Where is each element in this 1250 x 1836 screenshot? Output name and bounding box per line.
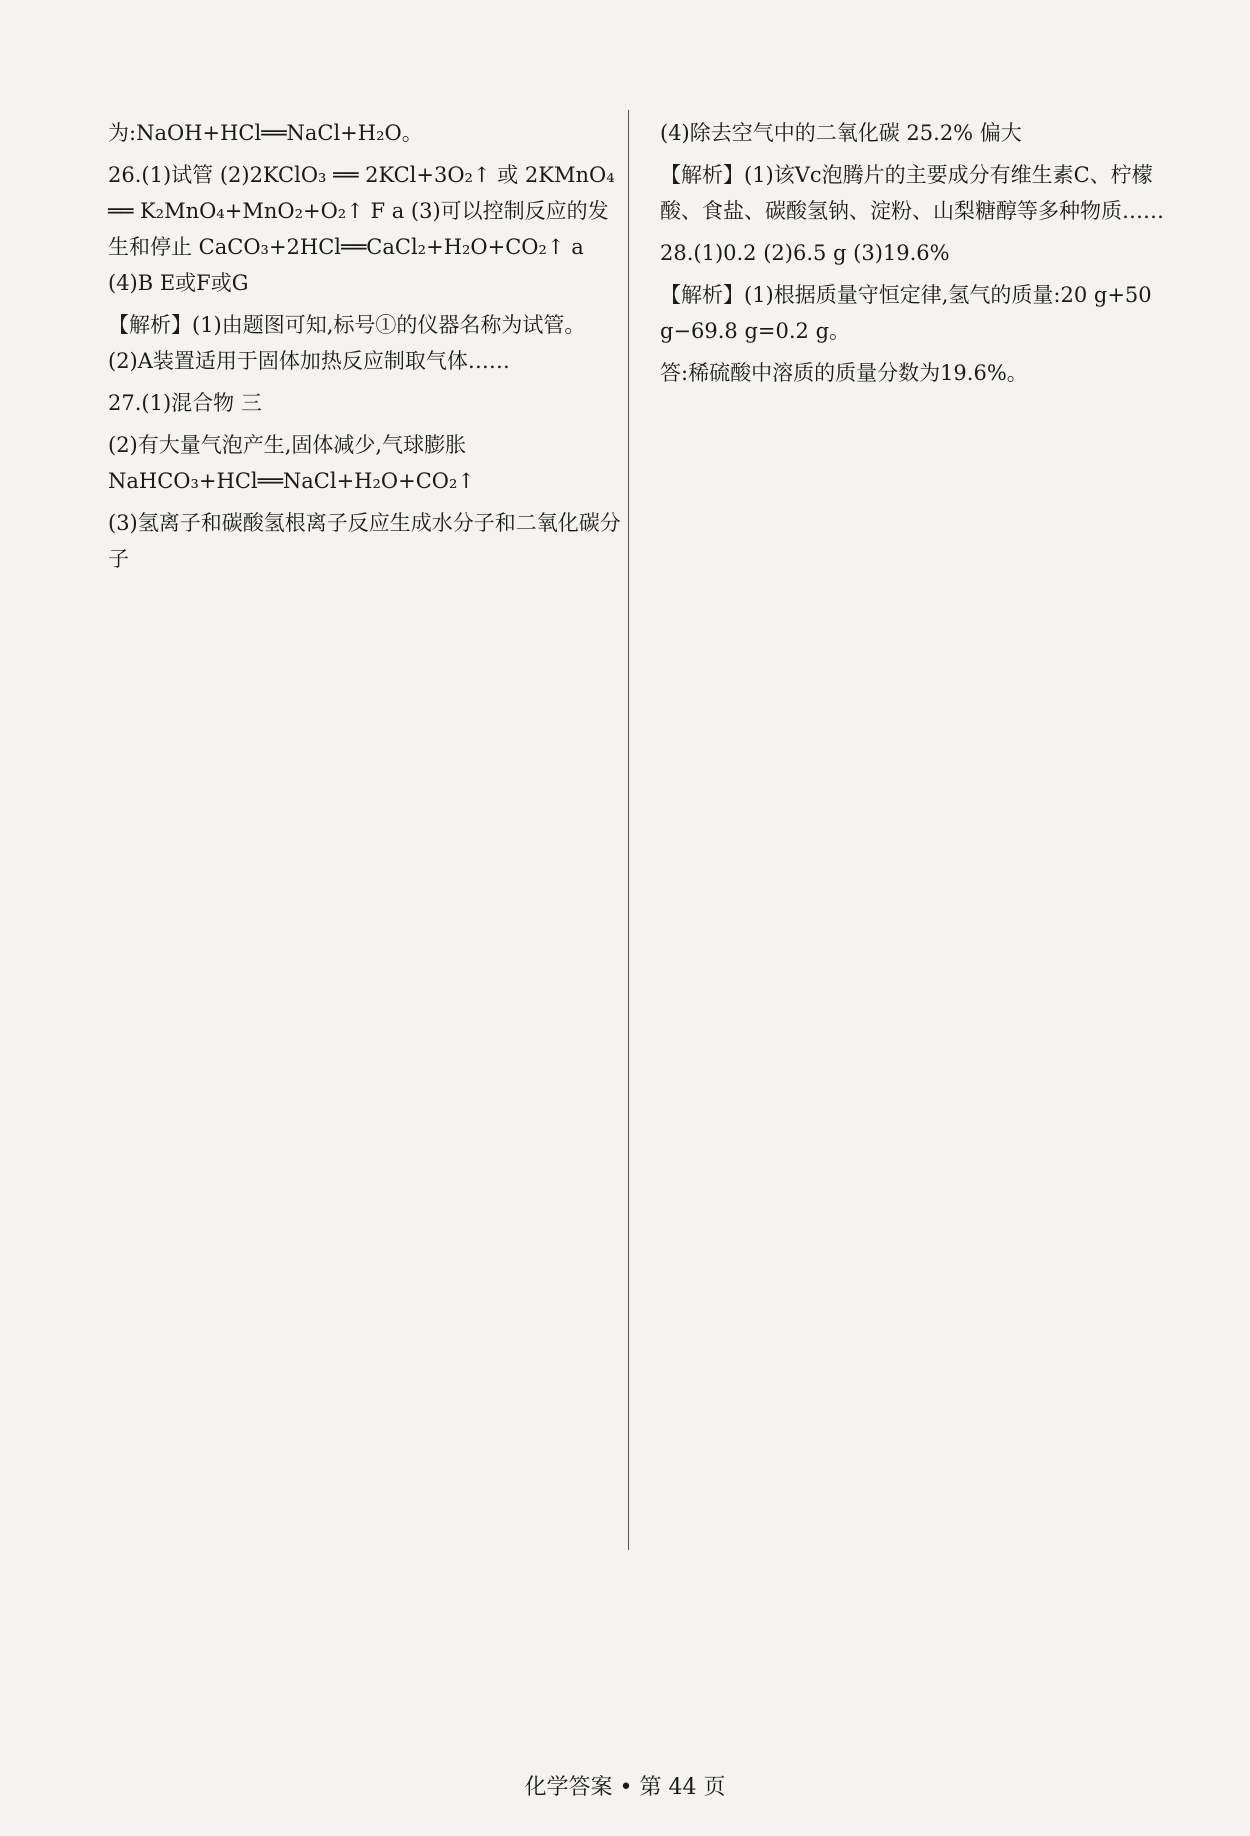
paragraph: 【解析】(1)根据质量守恒定律,氢气的质量:20 g+50 g−69.8 g=0.2 g。 xyxy=(660,283,1159,343)
paragraph: 28.(1)0.2 (2)6.5 g (3)19.6% xyxy=(660,241,950,265)
right-column xyxy=(660,115,1180,397)
paragraph: 为:NaOH+HCl══NaCl+H₂O。 xyxy=(108,121,423,145)
paragraph: 【解析】(1)该Vc泡腾片的主要成分有维生素C、柠檬酸、食盐、碳酸氢钠、淀粉、山梨糖醇等多种物质…… xyxy=(660,163,1164,223)
paragraph: (4)除去空气中的二氧化碳 25.2% 偏大 xyxy=(660,121,1022,145)
paragraph: 【解析】(1)由题图可知,标号①的仪器名称为试管。(2)A装置适用于固体加热反应制取气体…… xyxy=(108,313,586,373)
paragraph: (3)氢离子和碳酸氢根离子反应生成水分子和二氧化碳分子 xyxy=(108,511,621,571)
column-divider xyxy=(628,110,629,1550)
paragraph: 27.(1)混合物 三 xyxy=(108,391,262,415)
paragraph: 答:稀硫酸中溶质的质量分数为19.6%。 xyxy=(660,361,1028,385)
left-column xyxy=(108,115,628,583)
paragraph: 26.(1)试管 (2)2KClO₃ ══ 2KCl+3O₂↑ 或 2KMnO₄ ══ K₂MnO₄+MnO₂+O₂↑ F a (3)可以控制反应的发生和停止 CaCO₃+2HCl══CaCl₂+H₂O+CO₂↑ a (4)B E或F或G xyxy=(108,163,622,295)
paragraph: (2)有大量气泡产生,固体减少,气球膨胀 NaHCO₃+HCl══NaCl+H₂O+CO₂↑ xyxy=(108,433,476,493)
page-footer: 化学答案 • 第 44 页 xyxy=(524,1775,726,1800)
